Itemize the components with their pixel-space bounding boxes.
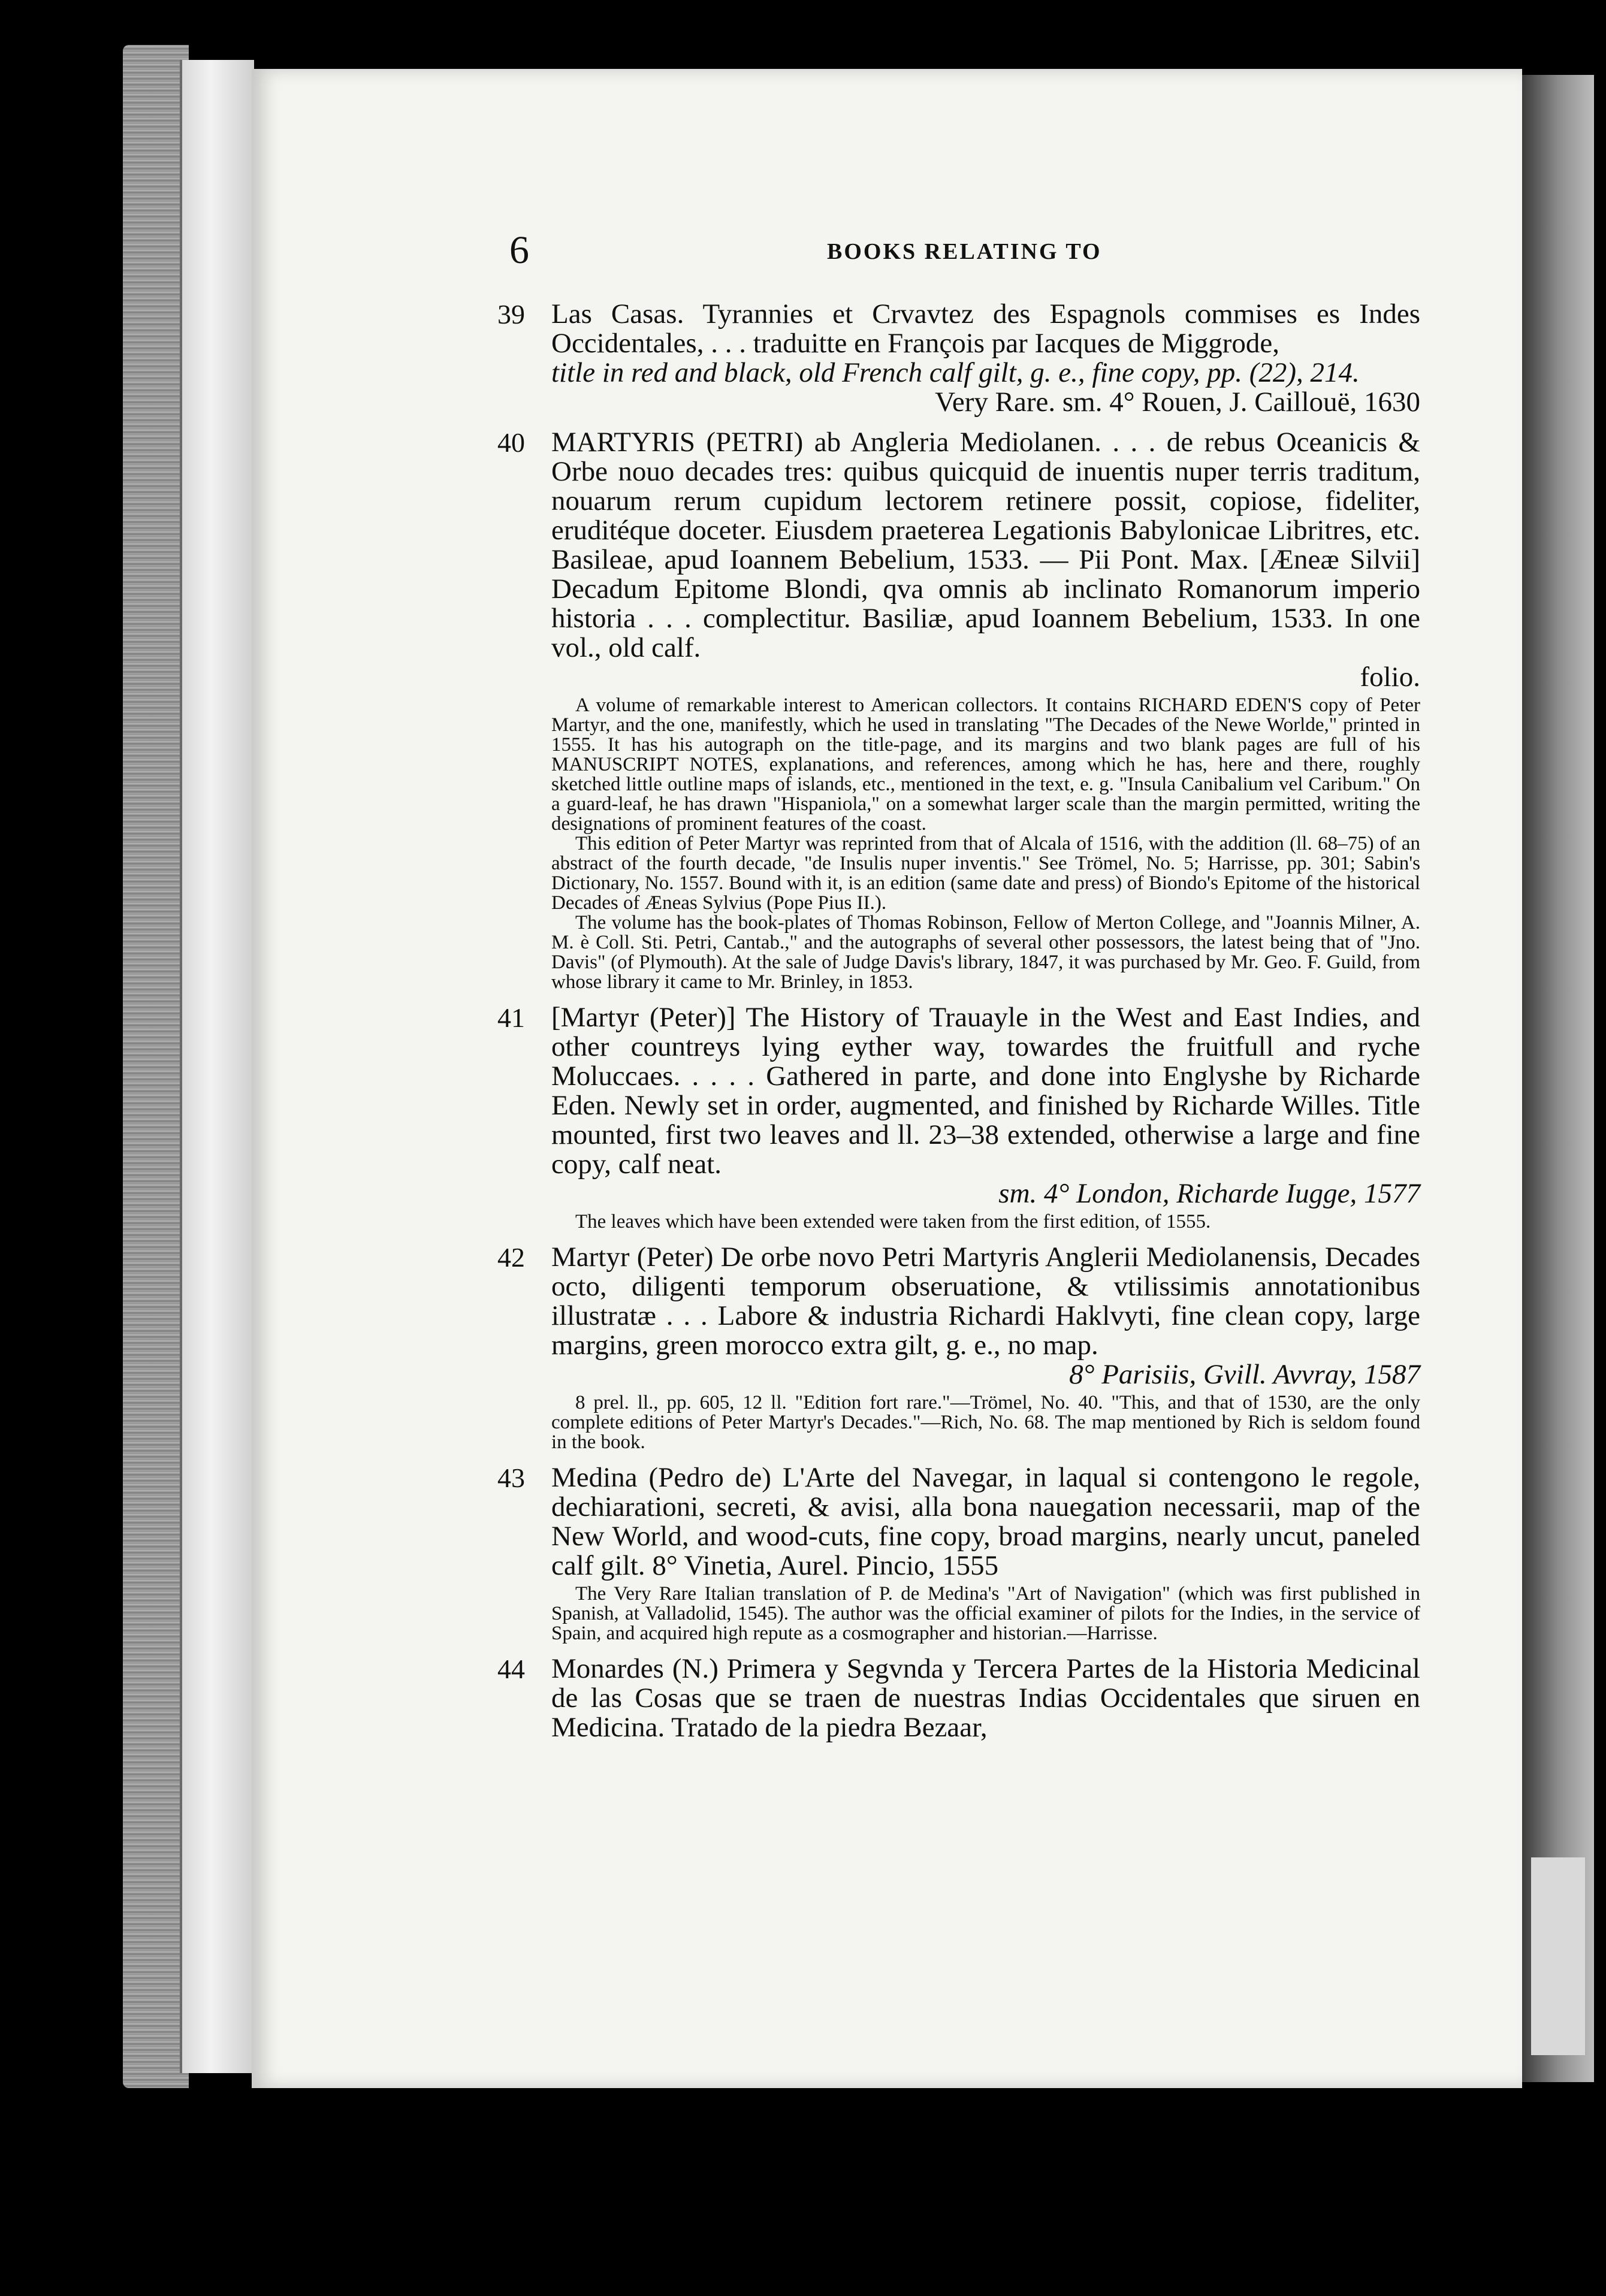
entry-note <box>551 1212 1420 1232</box>
entry-number: 41 <box>497 1002 525 1033</box>
page-number: 6 <box>509 228 529 272</box>
page-header <box>509 228 1408 270</box>
entry-title: Medina (Pedro de) L'Arte del Navegar, in laqual si contengono le regole, dechiarationi, secreti, & avisi, alla bona nauegation necessarii, map of the New World, and wood-cuts, fine copy, broad margins, nearly uncut, paneled calf gilt. 8° Vinetia, Aurel. Pincio, 1555 <box>551 1462 1420 1581</box>
note-paragraph: The leaves which have been extended were taken from the first edition, of 1555. <box>575 1211 1211 1232</box>
entry-body <box>551 1654 1420 1742</box>
entry-title: Monardes (N.) Primera y Segvnda y Tercera Partes de la Historia Medicinal de las Cosas que se traen de nuestras Indias Occidentales que siruen en Medicina. Tratado de la piedra Bezaar, <box>551 1653 1420 1743</box>
note-paragraph: A volume of remarkable interest to American collectors. It contains RICHARD EDEN'S copy of Peter Martyr, and the one, manifestly, which he used in translating "The Decades of the Newe Worlde," printed in 1555. It has his autograph on the title-page, and its margins and two blank pages are full of his MANUSCRIPT NOTES, explanations, and references, among which he has, here and there, roughly sketched little outline maps of islands, etc., mentioned in the text, e. g. "Insula Canibalium vel Caribum." On a guard-leaf, he has drawn "Hispaniola," on a somewhat larger scale than the margin permitted, writing the designations of prominent features of the coast. <box>551 694 1420 835</box>
entry-description: title in red and black, old French calf gilt, g. e., fine copy, pp. (22), 214. <box>551 357 1360 388</box>
catalogue-entry <box>497 1463 1420 1644</box>
entry-body <box>551 1003 1420 1232</box>
entry-body <box>551 300 1420 417</box>
entry-title: [Martyr (Peter)] The History of Trauayle in the West and East Indies, and other countreys lying eyther way, towardes the fruitfull and ryche Moluccaes. . . . . Gathered in parte, and done into Englyshe by Richarde Eden. Newly set in order, augmented, and finished by Richarde Willes. Title mounted, first two leaves and ll. 23–38 extended, otherwise a large and fine copy, calf neat. <box>551 1002 1420 1180</box>
entry-body <box>551 1463 1420 1644</box>
entry-number: 39 <box>497 299 525 330</box>
next-page-shadow <box>1522 75 1594 2082</box>
entry-number: 44 <box>497 1654 525 1684</box>
note-paragraph: This edition of Peter Martyr was reprinted from that of Alcala of 1516, with the addition (ll. 68–75) of an abstract of the fourth decade, "de Insulis nuper inventis." See Trömel, No. 5; Harrisse, pp. 301; Sabin's Dictionary, No. 1557. Bound with it, is an edition (same date and press) of Biondo's Epitome of the historical Decades of Æneas Sylvius (Pope Pius II.). <box>551 833 1420 914</box>
catalogue-entry <box>497 1243 1420 1452</box>
note-paragraph: 8 prel. ll., pp. 605, 12 ll. "Edition fort rare."—Trömel, No. 40. "This, and that of 1530, are the only complete editions of Peter Martyr's Decades."—Rich, No. 68. The map mentioned by Rich is seldom found in the book. <box>551 1392 1420 1453</box>
catalogue-entry <box>497 300 1420 417</box>
note-paragraph: The Very Rare Italian translation of P. de Medina's "Art of Navigation" (which was first published in Spanish, at Valladolid, 1545). The author was the official examiner of pilots for the Indies, in the service of Spain, and acquired high repute as a cosmographer and historian.—Harrisse. <box>551 1583 1420 1644</box>
entry-body <box>551 428 1420 992</box>
entry-imprint: Very Rare. sm. 4° Rouen, J. Caillouë, 1630 <box>935 386 1420 418</box>
entry-title: Martyr (Peter) De orbe novo Petri Martyris Anglerii Mediolanensis, Decades octo, diligenti temporum obseruatione, & vtilissimis annotationibus illustratæ . . . Labore & industria Richardi Haklvyti, fine clean copy, large margins, green morocco extra gilt, g. e., no map. <box>551 1241 1420 1361</box>
catalogue-entries <box>497 300 1420 1753</box>
entry-note <box>551 696 1420 992</box>
entry-title: Las Casas. Tyrannies et Crvavtez des Espagnols commises es Indes Occidentales, . . . traduitte en François par Iacques de Miggrode, <box>551 298 1420 359</box>
catalogue-entry <box>497 1654 1420 1742</box>
running-head: BOOKS RELATING TO <box>827 239 1102 264</box>
entry-imprint: 8° Parisiis, Gvill. Avvray, 1587 <box>1069 1359 1420 1390</box>
next-page-corner <box>1531 1857 1585 2055</box>
catalogue-entry <box>497 428 1420 992</box>
entry-number: 40 <box>497 427 525 458</box>
entry-note <box>551 1393 1420 1452</box>
entry-number: 42 <box>497 1242 525 1273</box>
entry-number: 43 <box>497 1463 525 1493</box>
entry-title: MARTYRIS (PETRI) ab Angleria Mediolanen. . . . de rebus Oceanicis & Orbe nouo decades tres: quibus quicquid de inuentis nuper terris traditum, nouarum rerum cupidum lectorem retinere possit, copiose, fideliter, eruditéque doceter. Eiusdem praeterea Legationis Babylonicae Libritres, etc. Basileae, apud Ioannem Bebelium, 1533. — Pii Pont. Max. [Æneæ Silvii] Decadum Epitome Blondi, qva omnis ab inclinato Romanorum imperio historia . . . complectitur. Basiliæ, apud Ioannem Bebelium, 1533. In one vol., old calf. <box>551 427 1420 663</box>
entry-imprint: sm. 4° London, Richarde Iugge, 1577 <box>998 1178 1420 1209</box>
catalogue-entry <box>497 1003 1420 1232</box>
entry-body <box>551 1243 1420 1452</box>
entry-imprint: folio. <box>1360 661 1420 693</box>
page-edge <box>180 60 254 2073</box>
book-spine <box>123 45 189 2088</box>
note-paragraph: The volume has the book-plates of Thomas Robinson, Fellow of Merton College, and "Joannis Milner, A. M. è Coll. Sti. Petri, Cantab.," and the autographs of several other possessors, the latest being that of "Jno. Davis" (of Plymouth). At the sale of Judge Davis's library, 1847, it was purchased by Mr. Geo. F. Guild, from whose library it came to Mr. Brinley, in 1853. <box>551 912 1420 993</box>
entry-note <box>551 1584 1420 1644</box>
